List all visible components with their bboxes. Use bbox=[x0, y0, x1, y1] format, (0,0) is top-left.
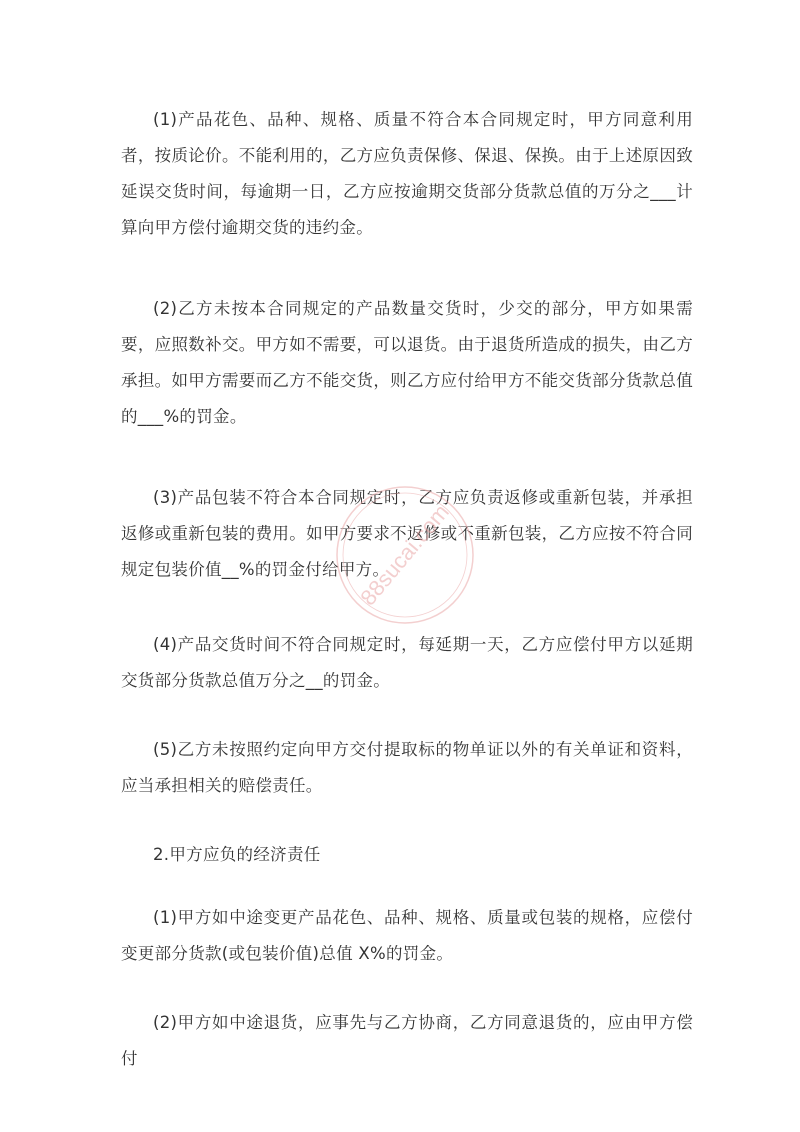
paragraph-buyer-clause-1: (1)甲方如中途变更产品花色、品种、规格、质量或包装的规格，应偿付变更部分货款(或包装价值)总值 X%的罚金。 bbox=[121, 908, 693, 963]
paragraph-clause-2: (2)乙方未按本合同规定的产品数量交货时，少交的部分，甲方如果需要，应照数补交。甲方如不需要，可以退货。由于退货所造成的损失，由乙方承担。如甲方需要而乙方不能交货，则乙方应付给甲方不能交货部分货款总值的___%的罚金。 bbox=[121, 299, 693, 426]
paragraph-clause-1: (1)产品花色、品种、规格、质量不符合本合同规定时，甲方同意利用者，按质论价。不能利用的，乙方应负责保修、保退、保换。由于上述原因致延误交货时间，每逾期一日，乙方应按逾期交货部分货款总值的万分之___计算向甲方偿付逾期交货的违约金。 bbox=[121, 110, 693, 237]
paragraph-buyer-clause-2: (2)甲方如中途退货，应事先与乙方协商，乙方同意退货的，应由甲方偿付 bbox=[121, 1013, 693, 1068]
paragraph-clause-3: (3)产品包装不符合本合同规定时，乙方应负责返修或重新包装，并承担返修或重新包装的费用。如甲方要求不返修或不重新包装，乙方应按不符合同规定包装价值__%的罚金付给甲方。 bbox=[121, 488, 693, 579]
paragraph-clause-5: (5)乙方未按照约定向甲方交付提取标的物单证以外的有关单证和资料，应当承担相关的赔偿责任。 bbox=[121, 740, 693, 795]
section-heading-buyer-liability: 2.甲方应负的经济责任 bbox=[153, 845, 321, 864]
paragraph-clause-4: (4)产品交货时间不符合同规定时，每延期一天，乙方应偿付甲方以延期交货部分货款总值万分之__的罚金。 bbox=[121, 635, 693, 690]
watermark-text: 88sucai.com bbox=[355, 499, 454, 611]
